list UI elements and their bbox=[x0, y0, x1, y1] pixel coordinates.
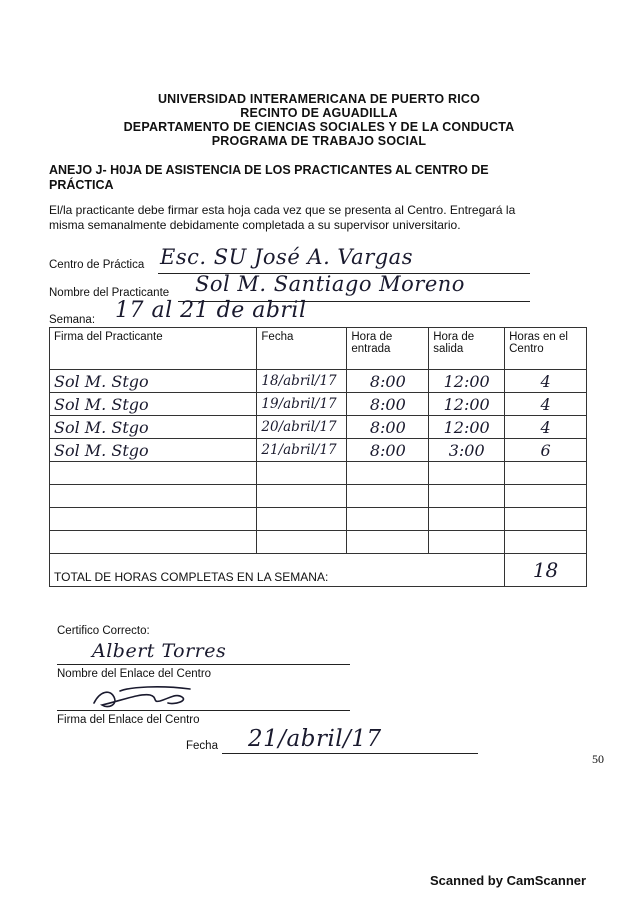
table-row bbox=[50, 393, 587, 416]
time-in-cell: 8:00 bbox=[347, 393, 429, 416]
program-name: PROGRAMA DE TRABAJO SOCIAL bbox=[211, 134, 427, 148]
date-underline bbox=[222, 753, 478, 754]
total-label: TOTAL DE HORAS COMPLETAS EN LA SEMANA: bbox=[50, 554, 505, 587]
total-value: 18 bbox=[505, 554, 587, 587]
header-hours: Horas en el Centro bbox=[505, 328, 587, 370]
campus-name: RECINTO DE AGUADILLA bbox=[240, 106, 398, 120]
liaison-signature-underline bbox=[57, 710, 350, 711]
hours-cell: 6 bbox=[505, 439, 587, 462]
annex-title: ANEJO J- H0JA DE ASISTENCIA DE LOS PRACTICANTES AL CENTRO DE bbox=[49, 163, 489, 177]
table-row-empty bbox=[50, 485, 587, 508]
liaison-name-signature: Albert Torres bbox=[92, 640, 227, 662]
date-cell: 20/abril/17 bbox=[257, 416, 347, 439]
table-row bbox=[50, 439, 587, 462]
date-cell: 21/abril/17 bbox=[257, 439, 347, 462]
table-row-empty bbox=[50, 462, 587, 485]
center-label: Centro de Práctica bbox=[49, 259, 145, 271]
time-in-cell: 8:00 bbox=[347, 416, 429, 439]
student-label: Nombre del Practicante bbox=[49, 287, 170, 299]
header-time-out: Hora de salida bbox=[429, 328, 505, 370]
center-value: Esc. SU José A. Vargas bbox=[160, 245, 413, 269]
hours-cell: 4 bbox=[505, 393, 587, 416]
attendance-table bbox=[49, 327, 587, 587]
date-cell: 18/abril/17 bbox=[257, 370, 347, 393]
liaison-signature-label: Firma del Enlace del Centro bbox=[57, 714, 200, 726]
annex-title-continued: PRÁCTICA bbox=[49, 178, 114, 192]
total-row bbox=[50, 554, 587, 587]
scanner-watermark: Scanned by CamScanner bbox=[430, 873, 587, 888]
date-cell: 19/abril/17 bbox=[257, 393, 347, 416]
instructions-line-1: El/la practicante debe firmar esta hoja cada vez que se presenta al Centro. Entregará la bbox=[49, 203, 516, 217]
liaison-name-underline bbox=[57, 664, 350, 665]
header-time-in: Hora de entrada bbox=[347, 328, 429, 370]
table-row bbox=[50, 370, 587, 393]
time-out-cell: 12:00 bbox=[429, 370, 505, 393]
student-value: Sol M. Santiago Moreno bbox=[195, 272, 465, 296]
date-value: 21/abril/17 bbox=[248, 726, 382, 752]
certify-label: Certifico Correcto: bbox=[57, 625, 150, 637]
liaison-name-label: Nombre del Enlace del Centro bbox=[57, 668, 212, 680]
table-row-empty bbox=[50, 508, 587, 531]
signature-cell: Sol M. Stgo bbox=[50, 439, 257, 462]
date-label: Fecha bbox=[186, 740, 218, 752]
signature-cell: Sol M. Stgo bbox=[50, 370, 257, 393]
week-label: Semana: bbox=[49, 314, 96, 326]
table-header-row bbox=[50, 328, 587, 370]
university-name: UNIVERSIDAD INTERAMERICANA DE PUERTO RICO bbox=[157, 92, 481, 106]
header-date: Fecha bbox=[257, 328, 347, 370]
header-signature: Firma del Practicante bbox=[50, 328, 257, 370]
signature-cell: Sol M. Stgo bbox=[50, 416, 257, 439]
time-out-cell: 12:00 bbox=[429, 416, 505, 439]
time-in-cell: 8:00 bbox=[347, 370, 429, 393]
liaison-signature-image bbox=[90, 683, 200, 713]
table-row bbox=[50, 416, 587, 439]
week-value: 17 al 21 de abril bbox=[115, 298, 307, 323]
time-out-cell: 3:00 bbox=[429, 439, 505, 462]
table-row-empty bbox=[50, 531, 587, 554]
hours-cell: 4 bbox=[505, 370, 587, 393]
department-name: DEPARTAMENTO DE CIENCIAS SOCIALES Y DE LA CONDUCTA bbox=[123, 120, 515, 134]
signature-cell: Sol M. Stgo bbox=[50, 393, 257, 416]
page-number: 50 bbox=[592, 752, 604, 766]
hours-cell: 4 bbox=[505, 416, 587, 439]
time-in-cell: 8:00 bbox=[347, 439, 429, 462]
time-out-cell: 12:00 bbox=[429, 393, 505, 416]
instructions-line-2: misma semanalmente debidamente completada a su supervisor universitario. bbox=[49, 218, 461, 232]
